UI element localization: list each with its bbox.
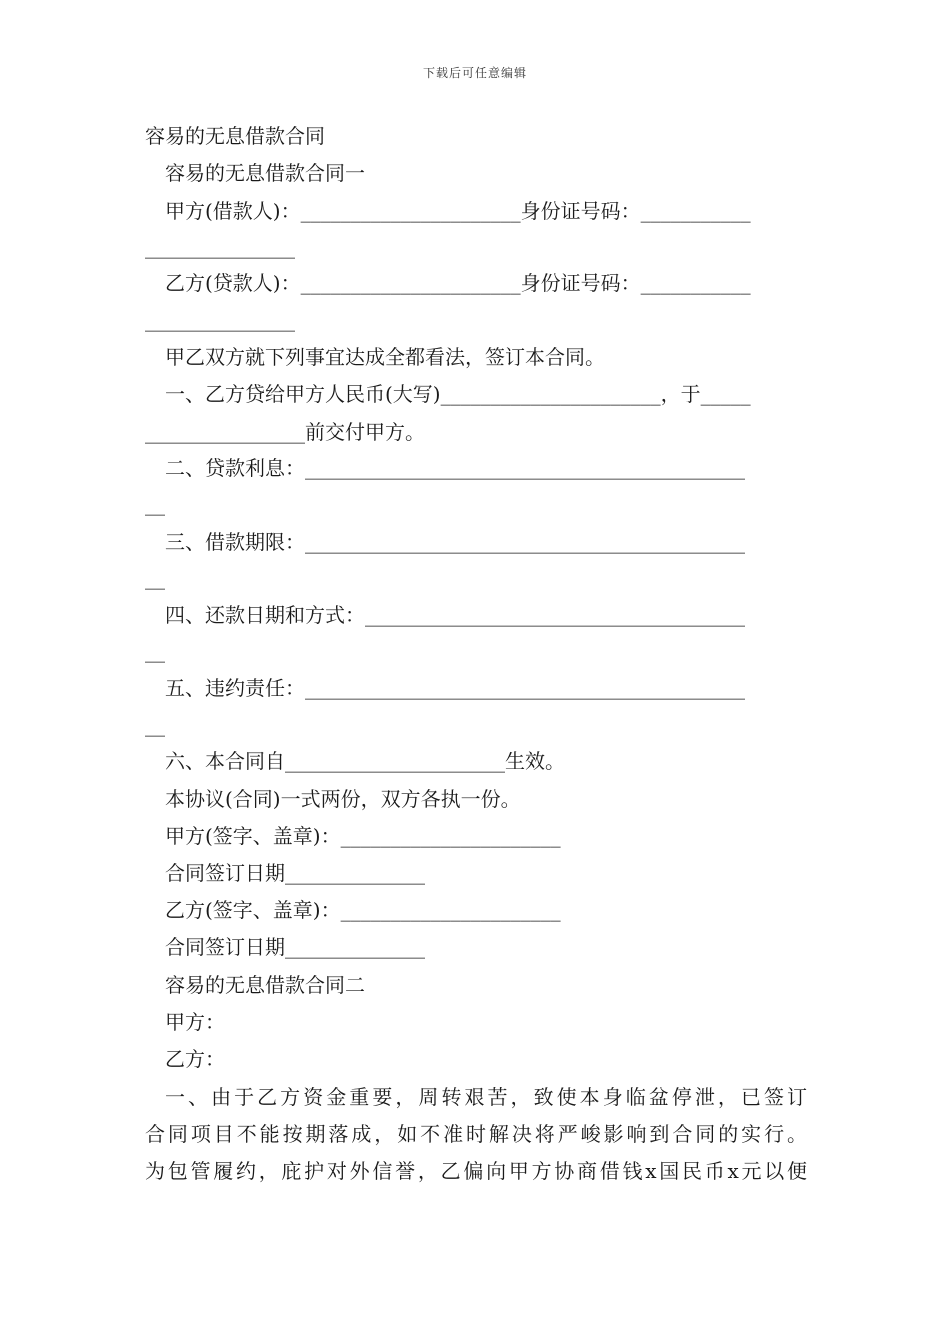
contract2-paragraph-line-1: 一、由于乙方资金重要，周转艰苦，致使本身临盆停泄，已签订 [165, 1085, 807, 1109]
party-a-blank-continuation: _______________ [145, 235, 295, 259]
clause-5: 五、违约责任：____________________________________________ [165, 676, 745, 700]
party-b-sign-date: 合同签订日期______________ [165, 935, 425, 959]
clause-3-continuation: __ [145, 566, 165, 590]
contract1-intro: 甲乙双方就下列事宜达成全都看法，签订本合同。 [165, 345, 605, 369]
clause-2: 二、贷款利息：____________________________________________ [165, 456, 745, 480]
contract1-title: 容易的无息借款合同一 [165, 161, 365, 185]
party-a-line: 甲方(借款人)：______________________身份证号码：___________ [165, 199, 751, 223]
contract2-party-b: 乙方： [165, 1047, 225, 1071]
clause-5-continuation: __ [145, 713, 165, 737]
party-a-signature: 甲方(签字、盖章)：______________________ [165, 824, 561, 848]
clause-4: 四、还款日期和方式：______________________________________ [165, 603, 745, 627]
contract2-paragraph-line-3: 为包管履约，庇护对外信誉，乙偏向甲方协商借钱x国民币x元以便 [145, 1159, 807, 1183]
clause-6: 六、本合同自______________________生效。 [165, 749, 565, 773]
clause-3: 三、借款期限：____________________________________________ [165, 530, 745, 554]
party-a-sign-date: 合同签订日期______________ [165, 861, 425, 885]
party-b-line: 乙方(贷款人)：______________________身份证号码：___________ [165, 271, 751, 295]
clause-1: 一、乙方贷给甲方人民币(大写)______________________，于_____ [165, 382, 751, 406]
contract2-party-a: 甲方： [165, 1010, 225, 1034]
copies-statement: 本协议(合同)一式两份，双方各执一份。 [165, 787, 521, 811]
party-b-signature: 乙方(签字、盖章)：______________________ [165, 898, 561, 922]
clause-4-continuation: __ [145, 639, 165, 663]
clause-2-continuation: __ [145, 492, 165, 516]
document-title: 容易的无息借款合同 [145, 124, 325, 148]
party-b-blank-continuation: _______________ [145, 308, 295, 332]
page-header: 下载后可任意编辑 [422, 66, 527, 80]
clause-1-continuation: ________________前交付甲方。 [145, 420, 425, 444]
contract2-title: 容易的无息借款合同二 [165, 973, 365, 997]
contract2-paragraph-line-2: 合同项目不能按期落成，如不准时解决将严峻影响到合同的实行。 [145, 1122, 807, 1146]
